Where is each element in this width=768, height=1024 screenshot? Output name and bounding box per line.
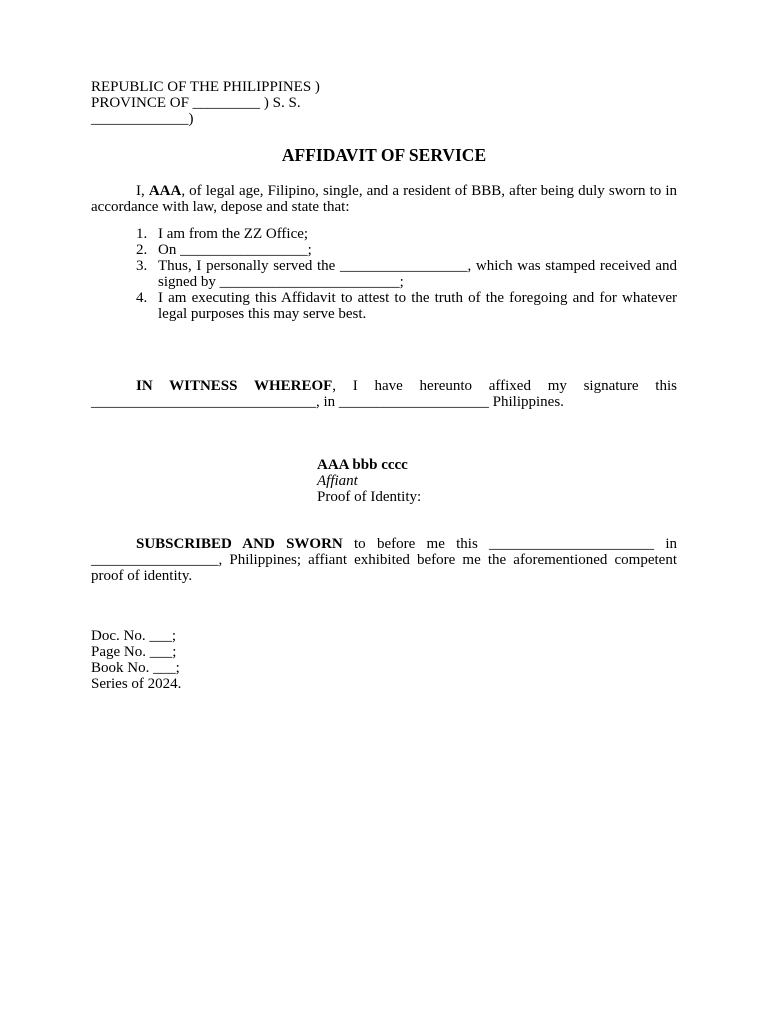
intro-paragraph bbox=[91, 183, 677, 215]
page-number: Page No. ___; bbox=[91, 644, 177, 660]
statement-text: I am from the ZZ Office; bbox=[158, 226, 309, 242]
witness-paragraph bbox=[91, 378, 677, 410]
document-title: AFFIDAVIT OF SERVICE bbox=[281, 145, 487, 165]
doc-number: Doc. No. ___; bbox=[91, 628, 176, 644]
jurat-heading: SUBSCRIBED AND SWORN bbox=[136, 536, 343, 552]
affiant-name: AAA bbb cccc bbox=[317, 457, 408, 473]
jurat-paragraph bbox=[91, 536, 677, 584]
venue-city: _____________) bbox=[91, 111, 194, 127]
statement-item bbox=[91, 242, 677, 258]
statement-number: 1. bbox=[136, 226, 148, 242]
statement-text: On _________________; bbox=[158, 242, 312, 258]
witness-heading: IN WITNESS WHEREOF bbox=[136, 378, 333, 394]
statement-number: 2. bbox=[136, 242, 148, 258]
affiant-label: Affiant bbox=[317, 473, 358, 489]
statement-number: 3. bbox=[136, 258, 148, 274]
venue-province: PROVINCE OF _________ ) S. S. bbox=[91, 95, 301, 111]
intro-text-start: I, bbox=[136, 183, 149, 199]
statement-item bbox=[91, 290, 677, 322]
witness-text: , I have hereunto affixed my signature this ______________________________, in ____________________ Philippines. bbox=[91, 378, 677, 410]
intro-text-rest: , of legal age, Filipino, single, and a resident of BBB, after being duly sworn to in accordance with law, depose and state that: bbox=[91, 183, 678, 215]
affiant-name-inline: AAA bbox=[148, 183, 182, 199]
statements-list bbox=[91, 226, 677, 322]
statement-item bbox=[91, 258, 677, 290]
statement-text: I am executing this Affidavit to attest to the truth of the foregoing and for whatever legal purposes this may serve best. bbox=[158, 290, 677, 322]
statement-number: 4. bbox=[136, 290, 148, 306]
signature-block bbox=[317, 457, 617, 505]
notarial-register bbox=[91, 628, 677, 692]
series-year: Series of 2024. bbox=[91, 676, 182, 692]
statement-text: Thus, I personally served the _________________, which was stamped received and signed by ________________________; bbox=[158, 258, 677, 290]
proof-of-identity-label: Proof of Identity: bbox=[317, 489, 422, 505]
venue-republic: REPUBLIC OF THE PHILIPPINES ) bbox=[91, 79, 320, 95]
book-number: Book No. ___; bbox=[91, 660, 180, 676]
statement-item bbox=[91, 226, 677, 242]
venue-block bbox=[91, 79, 677, 127]
jurat-text: to before me this ______________________ in _________________, Philippines; affiant exhibited before me the aforementioned competent proof of identity. bbox=[91, 536, 677, 584]
